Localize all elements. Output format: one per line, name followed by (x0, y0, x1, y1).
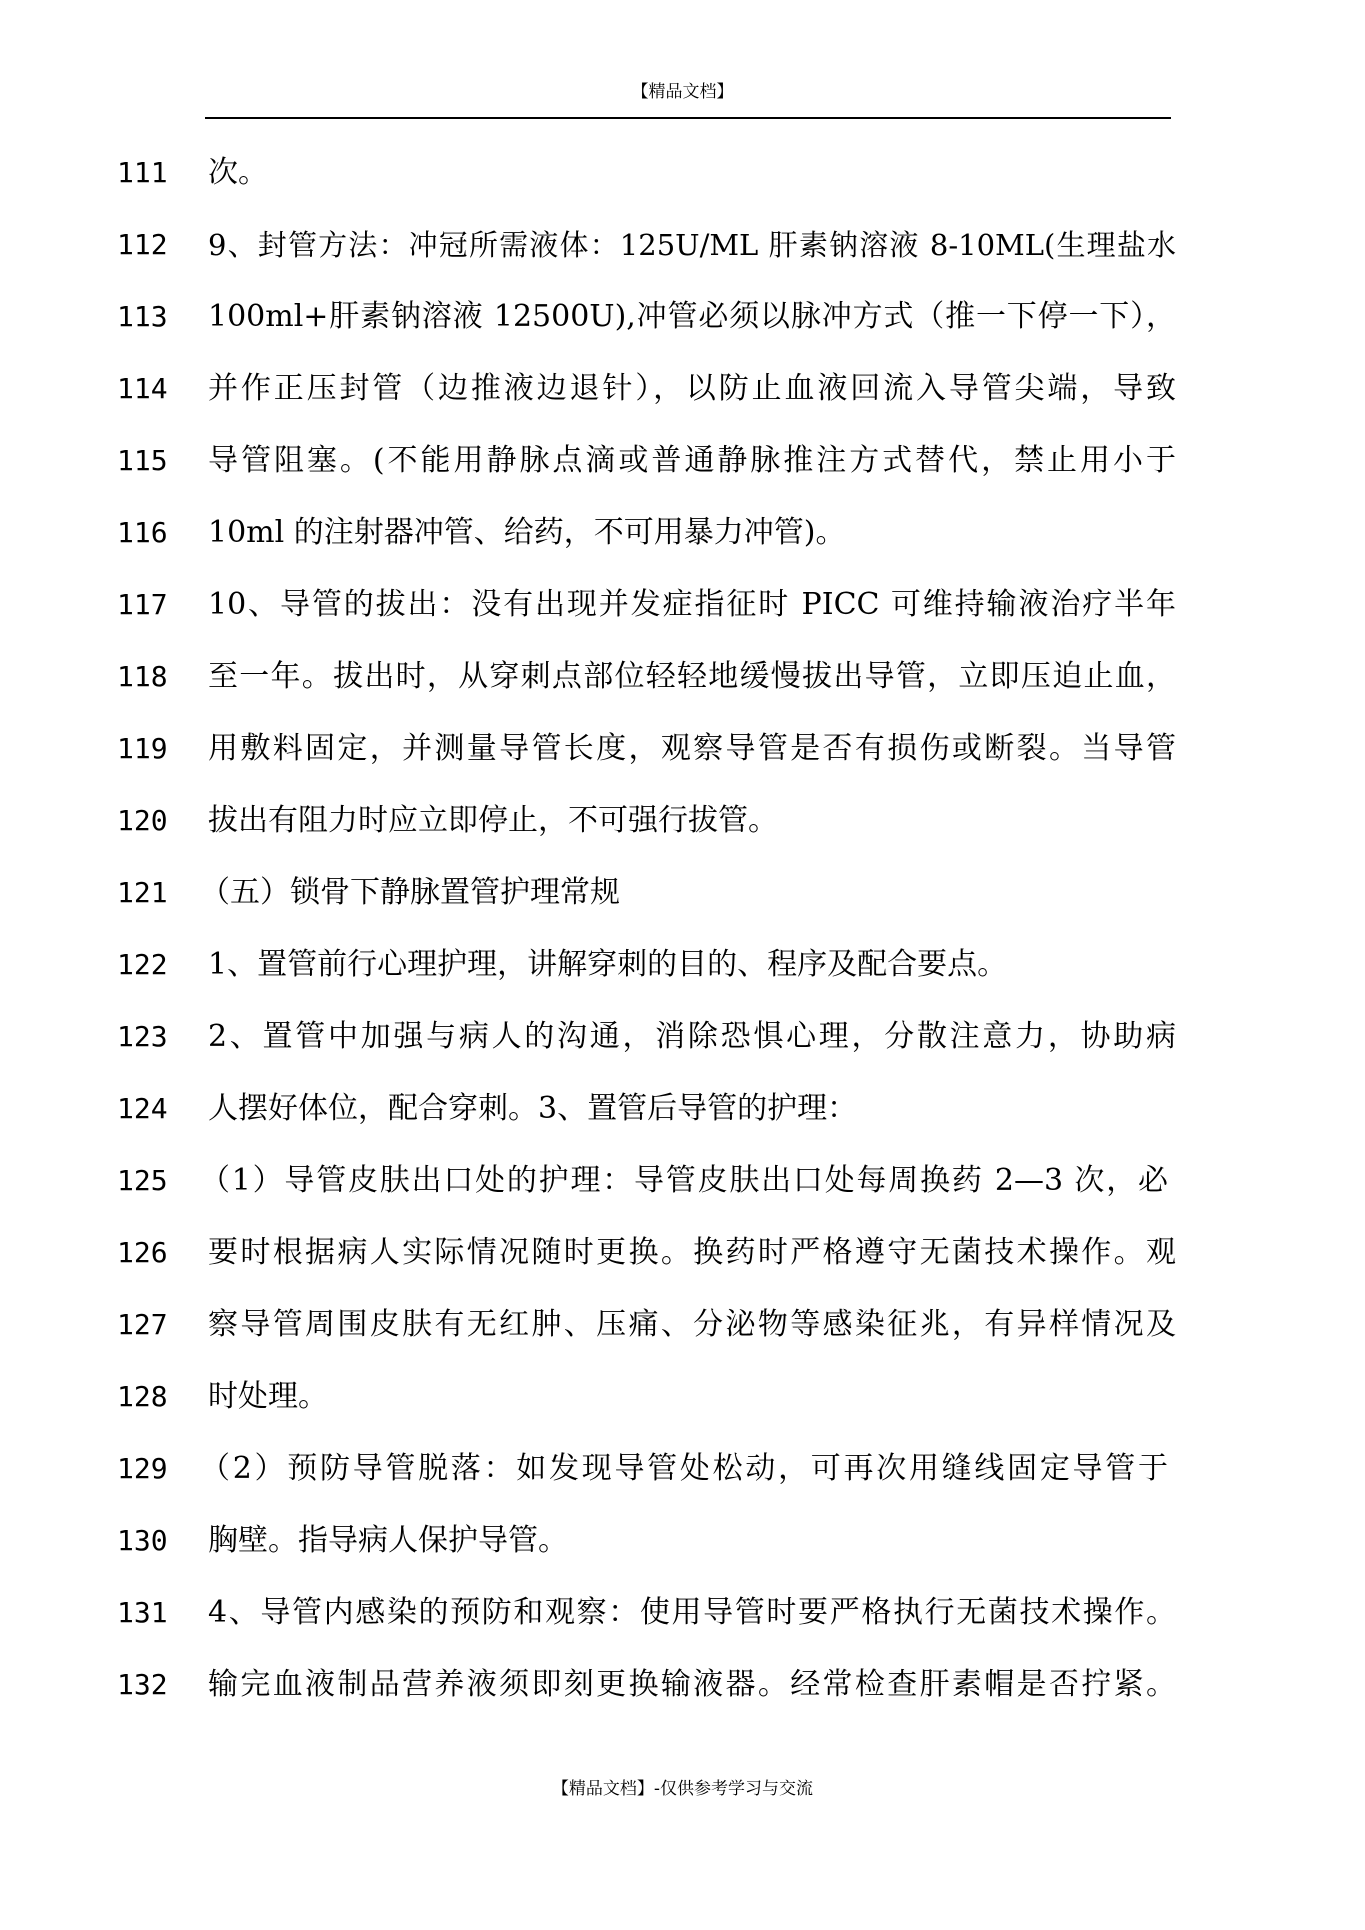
line-number: 128 (117, 1380, 168, 1413)
line-number: 115 (117, 444, 168, 477)
text-line (0, 580, 1365, 652)
line-text: 次。 (208, 155, 268, 190)
line-number: 118 (117, 660, 168, 693)
line-text: 10、导管的拔出：没有出现并发症指征时 PICC 可维持输液治疗半年 (208, 587, 1176, 622)
line-text: 拔出有阻力时应立即停止，不可强行拔管。 (208, 803, 778, 838)
text-line (0, 1012, 1365, 1084)
line-text: 导管阻塞。(不能用静脉点滴或普通静脉推注方式替代，禁止用小于 (208, 443, 1176, 478)
line-number: 127 (117, 1308, 168, 1341)
text-line (0, 364, 1365, 436)
text-line (0, 724, 1365, 796)
line-number: 117 (117, 588, 168, 621)
text-line (0, 508, 1365, 580)
line-text: （2）预防导管脱落：如发现导管处松动，可再次用缝线固定导管于 (200, 1451, 1168, 1486)
line-number: 121 (117, 876, 168, 909)
line-text: 用敷料固定，并测量导管长度，观察导管是否有损伤或断裂。当导管 (208, 731, 1176, 766)
line-text: 胸壁。指导病人保护导管。 (208, 1523, 568, 1558)
text-line (0, 1444, 1365, 1516)
text-line (0, 1588, 1365, 1660)
line-text: （1）导管皮肤出口处的护理：导管皮肤出口处每周换药 2—3 次，必 (200, 1163, 1168, 1198)
text-line (0, 220, 1365, 292)
line-number: 111 (117, 156, 168, 189)
page-header: 【精品文档】 (631, 82, 734, 102)
line-text: 时处理。 (208, 1379, 328, 1414)
text-line (0, 1084, 1365, 1156)
text-line (0, 1660, 1365, 1732)
text-line (0, 1156, 1365, 1228)
line-number: 116 (117, 516, 168, 549)
line-text: 要时根据病人实际情况随时更换。换药时严格遵守无菌技术操作。观 (208, 1235, 1176, 1270)
line-number: 114 (117, 372, 168, 405)
text-line (0, 1228, 1365, 1300)
line-number: 131 (117, 1596, 168, 1629)
line-text: 10ml 的注射器冲管、给药，不可用暴力冲管)。 (208, 515, 846, 550)
section-heading: （五）锁骨下静脉置管护理常规 (200, 875, 620, 910)
line-number: 126 (117, 1236, 168, 1269)
text-line (0, 436, 1365, 508)
text-line (0, 292, 1365, 364)
line-text: 1、置管前行心理护理，讲解穿刺的目的、程序及配合要点。 (208, 947, 1008, 982)
line-number: 122 (117, 948, 168, 981)
line-number: 130 (117, 1524, 168, 1557)
line-text: 人摆好体位，配合穿刺。3、置管后导管的护理： (208, 1091, 858, 1126)
text-line (0, 652, 1365, 724)
line-text: 输完血液制品营养液须即刻更换输液器。经常检查肝素帽是否拧紧。 (208, 1667, 1176, 1702)
text-line (0, 1516, 1365, 1588)
line-text: 2、置管中加强与病人的沟通，消除恐惧心理，分散注意力，协助病 (208, 1019, 1176, 1054)
line-number: 113 (117, 300, 168, 333)
text-line (0, 796, 1365, 868)
line-text: 9、封管方法：冲冠所需液体：125U/ML 肝素钠溶液 8-10ML(生理盐水 (208, 228, 1176, 262)
line-number: 125 (117, 1164, 168, 1197)
page-footer: 【精品文档】-仅供参考学习与交流 (551, 1779, 814, 1799)
line-text: 4、导管内感染的预防和观察：使用导管时要严格执行无菌技术操作。 (208, 1595, 1176, 1630)
text-line (0, 868, 1365, 940)
line-number: 129 (117, 1452, 168, 1485)
line-text: 并作正压封管（边推液边退针），以防止血液回流入导管尖端，导致 (208, 371, 1176, 406)
line-number: 119 (117, 732, 168, 765)
line-text: 100ml+肝素钠溶液 12500U),冲管必须以脉冲方式（推一下停一下）， (208, 299, 1176, 334)
line-number: 124 (117, 1092, 168, 1125)
line-number: 120 (117, 804, 168, 837)
line-text: 察导管周围皮肤有无红肿、压痛、分泌物等感染征兆，有异样情况及 (208, 1307, 1176, 1342)
text-line (0, 940, 1365, 1012)
line-number: 132 (117, 1668, 168, 1701)
document-body (0, 148, 1365, 1732)
line-number: 123 (117, 1020, 168, 1053)
header-divider (205, 117, 1171, 119)
text-line (0, 1372, 1365, 1444)
line-number: 112 (117, 228, 168, 261)
text-line (0, 1300, 1365, 1372)
text-line (0, 148, 1365, 220)
line-text: 至一年。拔出时，从穿刺点部位轻轻地缓慢拔出导管，立即压迫止血， (208, 659, 1176, 694)
